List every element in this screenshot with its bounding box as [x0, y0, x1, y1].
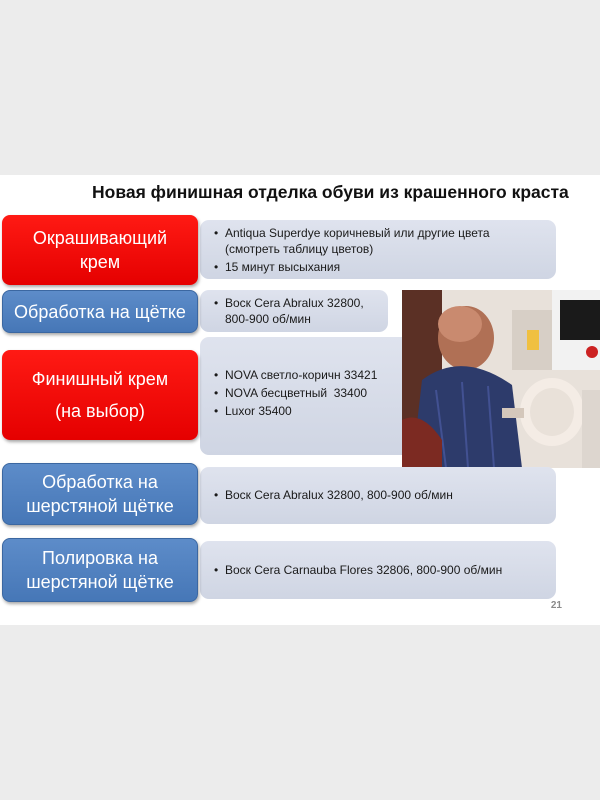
step-1-label [2, 215, 198, 285]
step-1-bullet-2: • 15 минут высыхания [214, 259, 546, 275]
step-2-description [200, 290, 388, 332]
step-4-label [2, 463, 198, 525]
step-2-bullet-1: • Воск Cera Abralux 32800, 800-900 об/мин [214, 295, 380, 327]
step-5-description [200, 541, 556, 599]
slide [0, 175, 600, 625]
step-1-label-line-1: Окрашивающий [32, 228, 168, 248]
step-2-label [2, 290, 198, 333]
step-3-label [2, 350, 198, 440]
page-number: 21 [550, 600, 562, 611]
step-5-label-line-2: шерстяной щётке [26, 572, 174, 592]
step-4-label-line-2: шерстяной щётке [26, 496, 174, 516]
shoe-finishing-photo [402, 290, 600, 468]
step-5-bullet-1: • Воск Cera Carnauba Flores 32806, 800-900 об/мин [214, 562, 546, 578]
slide-title: Новая финишная отделка обуви из крашенного краста [92, 182, 569, 202]
step-5-label-line-1: Полировка на [42, 548, 158, 568]
step-4-label-line-1: Обработка на [42, 472, 158, 492]
step-5-label [2, 538, 198, 602]
step-3-bullet-3: • Luxor 35400 [214, 403, 406, 419]
photo-illustration [402, 290, 600, 468]
step-3-label-line-2: (на выбор) [55, 401, 145, 421]
step-4-description [200, 467, 556, 524]
step-3-bullet-1: • NOVA светло-коричн 33421 [214, 367, 406, 383]
step-3-bullet-2: • NOVA бесцветный 33400 [214, 385, 406, 401]
step-1-label-line-2: крем [79, 252, 121, 272]
step-1-bullet-1: • Antiqua Superdye коричневый или другие цвета (смотреть таблицу цветов) [214, 225, 546, 257]
step-4-bullet-1: • Воск Cera Abralux 32800, 800-900 об/мин [214, 487, 546, 503]
step-3-label-line-1: Финишный крем [31, 369, 169, 389]
step-3-description [200, 337, 414, 455]
step-1-description [200, 220, 556, 279]
step-2-label-line-1: Обработка на щётке [14, 301, 186, 322]
